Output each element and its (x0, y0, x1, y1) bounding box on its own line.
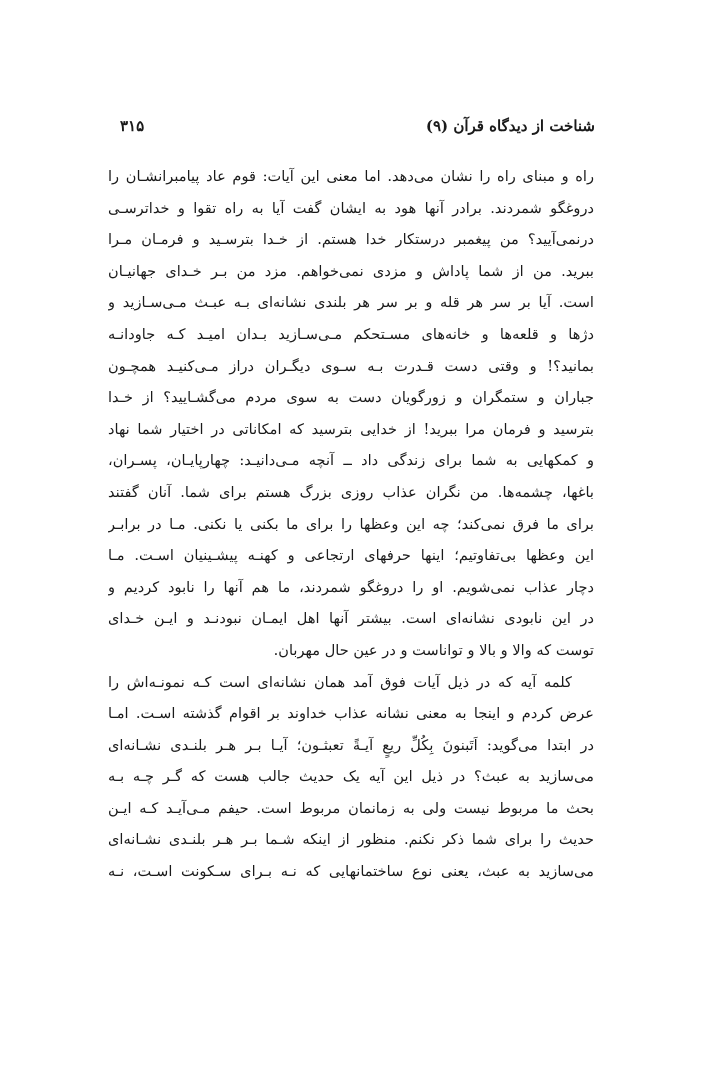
text-line: بمانید؟! و وقتی دست قـدرت بـه سـوی دیگـران دراز مـی‌کنیـد همچـون (108, 357, 594, 375)
text-line: بترسید و فرمان مرا ببرید! از خدایی بترسید که امکاناتی در اختیار شما نهاد (108, 420, 594, 438)
text-line: درنمی‌آیید؟ من پیغمبر درستکار خدا هستم. از خـدا بترسـید و فرمـان مـرا (108, 231, 594, 249)
text-line-paragraph-start: کلمه آیه که در ذیل آیات فوق آمد همان نشانه‌ای است کـه نمونـه‌اش را (108, 673, 572, 691)
text-line: برای ما فرق نمی‌کند؛ چه این وعظها را برای ما بکنی یا نکنی. مـا در برابـر (108, 515, 594, 533)
text-line: دژها و قلعه‌ها و خانه‌های مسـتحکم مـی‌سـازید بـدان امیـد کـه جاودانـه (108, 325, 594, 343)
body-text (108, 161, 594, 888)
text-line: عرض کردم و اینجا به معنی نشانه عذاب خداوند بر اقوام گذشته اسـت. امـا (108, 705, 594, 723)
text-line: در ابتدا می‌گوید: اَتَبنونَ بِکُلِّ ریعٍ آیـةً تعبثـون؛ آیـا بـر هـر بلنـدی نشـانه‌ای (108, 736, 594, 754)
text-line-paragraph-end: توست که والا و بالا و تواناست و در عین حال مهربان. (273, 641, 594, 659)
text-line: حدیث را برای شما ذکر نکنم. منظور از اینکه شـما بـر هـر بلنـدی نشـانه‌ای (108, 831, 594, 849)
text-line: بحث ما مربوط نیست ولی به زمانمان مربوط است. حیفم مـی‌آیـد کـه ایـن (108, 799, 594, 817)
text-line: می‌سازید به عبث، یعنی نوع ساختمانهایی که نـه بـرای سـکونت اسـت، نـه (108, 863, 594, 881)
header-title: شناخت از دیدگاه قرآن (۹) (425, 117, 595, 135)
text-line: ببرید. من از شما پاداش و مزدی نمی‌خواهم. مزد من بـر خـدای جهانیـان (108, 262, 594, 280)
running-header (120, 117, 595, 141)
page-number: ۳۱۵ (120, 117, 145, 135)
text-line: می‌سازید به عبث؟ در ذیل این آیه یک حدیث جالب هست که گـر چـه بـه (108, 768, 594, 786)
text-line: و کمکهایی به شما برای زندگی داد ــ آنچه مـی‌دانیـد: چهارپایـان، پسـران، (108, 452, 594, 470)
text-line: راه و مبنای راه را نشان می‌دهد. اما معنی این آیات: قوم عاد پیامبرانشـان را (108, 168, 594, 185)
text-line: است. آیا بر سر هر قله و بر سر هر بلندی نشانه‌ای بـه عبـث مـی‌سـازید و (108, 294, 594, 312)
text-line: جباران و ستمگران و زورگویان دست به سوی مردم می‌گشـایید؟ از خـدا (108, 389, 594, 407)
text-line: در این نابودی نشانه‌ای است. بیشتر آنها اهل ایمـان نبودنـد و ایـن خـدای (108, 610, 594, 628)
text-line: دچار عذاب نمی‌شویم. او را دروغگو شمردند، ما هم آنها را نابود کردیم و (108, 578, 594, 596)
text-line: این وعظها بی‌تفاوتیم؛ اینها حرفهای ارتجاعی و کهنـه پیشـینیان اسـت. مـا (108, 547, 594, 565)
text-line: باغها، چشمه‌ها. من نگران عذاب روزی بزرگ هستم برای شما. آنان گفتند (108, 483, 594, 501)
text-line: دروغگو شمردند. برادر آنها هود به ایشان گفت آیا به راه تقوا و خداترسـی (108, 199, 594, 217)
